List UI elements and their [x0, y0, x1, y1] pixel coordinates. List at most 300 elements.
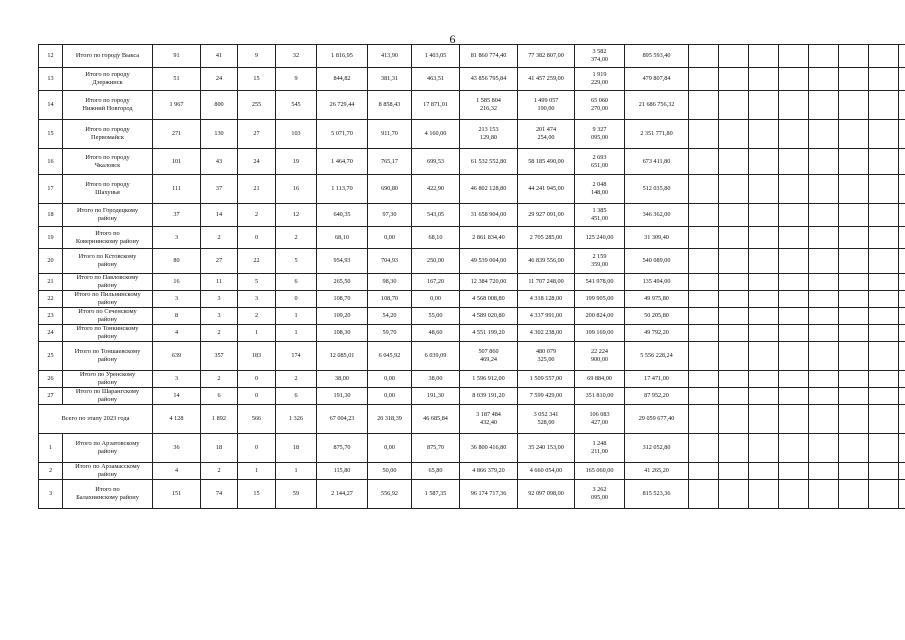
cell-c11: 5 556 228,24: [625, 342, 689, 371]
empty-cell: [749, 68, 779, 91]
cell-c5: 1 816,95: [317, 45, 368, 68]
cell-c4: 59: [276, 480, 317, 509]
empty-cell: [719, 291, 749, 308]
empty-cell: [719, 308, 749, 325]
cell-c10: 541 978,00: [575, 274, 625, 291]
cell-c2: 2: [201, 463, 238, 480]
empty-cell: [719, 175, 749, 204]
empty-cell: [899, 463, 905, 480]
row-number: 12: [39, 45, 63, 68]
cell-c6: 911,70: [368, 120, 412, 149]
empty-cell: [689, 227, 719, 249]
row-name: Итого по городу Чкаловск: [63, 149, 153, 175]
cell-c6: 704,93: [368, 249, 412, 274]
cell-c11: 512 035,80: [625, 175, 689, 204]
cell-c3: 15: [238, 68, 276, 91]
empty-cell: [749, 91, 779, 120]
cell-c4: 1: [276, 308, 317, 325]
cell-c5: 954,93: [317, 249, 368, 274]
cell-c10: 1 248 211,00: [575, 434, 625, 463]
cell-c8: 81 860 774,40: [460, 45, 518, 68]
empty-cell: [689, 175, 719, 204]
row-number: 3: [39, 480, 63, 509]
cell-c8: 507 860 469,24: [460, 342, 518, 371]
empty-cell: [719, 204, 749, 227]
row-number: 27: [39, 388, 63, 405]
cell-c8: 4 568 008,80: [460, 291, 518, 308]
table-row: [39, 308, 905, 325]
cell-c6: 0,00: [368, 434, 412, 463]
cell-c3: 0: [238, 434, 276, 463]
row-number: 25: [39, 342, 63, 371]
cell-c9: 41 457 259,00: [518, 68, 575, 91]
cell-c4: 103: [276, 120, 317, 149]
row-number: 21: [39, 274, 63, 291]
cell-c9: 4 660 054,00: [518, 463, 575, 480]
cell-c6: 59,70: [368, 325, 412, 342]
empty-cell: [899, 325, 905, 342]
empty-cell: [689, 204, 719, 227]
cell-c7: 875,70: [412, 434, 460, 463]
cell-c3: 566: [238, 405, 276, 434]
empty-cell: [809, 227, 839, 249]
cell-c7: 65,80: [412, 463, 460, 480]
empty-cell: [809, 68, 839, 91]
cell-c8: 4 866 379,20: [460, 463, 518, 480]
cell-c1: 3: [153, 227, 201, 249]
row-name: Итого по Арзатовскому району: [63, 434, 153, 463]
cell-c7: 422,90: [412, 175, 460, 204]
cell-c5: 115,80: [317, 463, 368, 480]
empty-cell: [899, 274, 905, 291]
empty-cell: [779, 463, 809, 480]
cell-c11: 135 494,00: [625, 274, 689, 291]
empty-cell: [839, 434, 869, 463]
cell-c3: 0: [238, 388, 276, 405]
empty-cell: [899, 68, 905, 91]
cell-c8: 1 596 912,00: [460, 371, 518, 388]
cell-c10: 125 240,00: [575, 227, 625, 249]
empty-cell: [749, 175, 779, 204]
empty-cell: [869, 463, 899, 480]
cell-c7: 55,00: [412, 308, 460, 325]
empty-cell: [839, 227, 869, 249]
empty-cell: [749, 342, 779, 371]
empty-cell: [689, 463, 719, 480]
empty-cell: [779, 175, 809, 204]
cell-c1: 14: [153, 388, 201, 405]
cell-c6: 20 318,39: [368, 405, 412, 434]
empty-cell: [719, 342, 749, 371]
empty-cell: [869, 388, 899, 405]
row-name: Итого по Тоншаевскому району: [63, 342, 153, 371]
empty-cell: [719, 91, 749, 120]
cell-c4: 16: [276, 175, 317, 204]
empty-cell: [899, 227, 905, 249]
cell-c1: 51: [153, 68, 201, 91]
empty-cell: [809, 204, 839, 227]
empty-cell: [749, 405, 779, 434]
empty-cell: [899, 149, 905, 175]
empty-cell: [809, 463, 839, 480]
row-name: Итого по Балахнинскому району: [63, 480, 153, 509]
cell-c7: 250,00: [412, 249, 460, 274]
row-name: Итого по городу Первомайск: [63, 120, 153, 149]
row-number: 15: [39, 120, 63, 149]
empty-cell: [869, 204, 899, 227]
empty-cell: [719, 45, 749, 68]
empty-cell: [689, 480, 719, 509]
cell-c9: 11 707 248,00: [518, 274, 575, 291]
empty-cell: [869, 480, 899, 509]
cell-c3: 9: [238, 45, 276, 68]
cell-c2: 6: [201, 388, 238, 405]
cell-c8: 213 153 129,80: [460, 120, 518, 149]
cell-c6: 413,90: [368, 45, 412, 68]
empty-cell: [719, 388, 749, 405]
empty-cell: [689, 434, 719, 463]
row-name: Всего по этапу 2023 года: [39, 405, 153, 434]
cell-c8: 46 802 128,80: [460, 175, 518, 204]
empty-cell: [719, 405, 749, 434]
cell-c11: 312 052,80: [625, 434, 689, 463]
cell-c2: 2: [201, 325, 238, 342]
empty-cell: [809, 371, 839, 388]
empty-cell: [749, 249, 779, 274]
cell-c3: 255: [238, 91, 276, 120]
cell-c5: 26 729,44: [317, 91, 368, 120]
empty-cell: [899, 342, 905, 371]
cell-c3: 3: [238, 291, 276, 308]
cell-c7: 38,00: [412, 371, 460, 388]
cell-c7: 48,60: [412, 325, 460, 342]
empty-cell: [749, 274, 779, 291]
row-number: 17: [39, 175, 63, 204]
empty-cell: [839, 249, 869, 274]
cell-c6: 690,80: [368, 175, 412, 204]
empty-cell: [749, 227, 779, 249]
cell-c9: 92 097 098,00: [518, 480, 575, 509]
cell-c2: 43: [201, 149, 238, 175]
empty-cell: [899, 291, 905, 308]
row-name: Итого по городу Выкса: [63, 45, 153, 68]
empty-cell: [899, 388, 905, 405]
empty-cell: [689, 371, 719, 388]
empty-cell: [779, 120, 809, 149]
cell-c1: 36: [153, 434, 201, 463]
empty-cell: [719, 371, 749, 388]
empty-cell: [749, 325, 779, 342]
empty-cell: [749, 388, 779, 405]
row-number: 23: [39, 308, 63, 325]
cell-c4: 1: [276, 325, 317, 342]
cell-c8: 43 856 795,84: [460, 68, 518, 91]
cell-c5: 1 113,70: [317, 175, 368, 204]
cell-c4: 1: [276, 463, 317, 480]
cell-c8: 1 585 804 216,32: [460, 91, 518, 120]
cell-c6: 54,20: [368, 308, 412, 325]
empty-cell: [749, 45, 779, 68]
empty-cell: [869, 68, 899, 91]
empty-cell: [689, 388, 719, 405]
empty-cell: [779, 149, 809, 175]
cell-c9: 2 705 285,00: [518, 227, 575, 249]
cell-c10: 3 262 095,00: [575, 480, 625, 509]
cell-c9: 44 241 945,00: [518, 175, 575, 204]
empty-cell: [779, 325, 809, 342]
cell-c10: 22 224 900,00: [575, 342, 625, 371]
empty-cell: [869, 325, 899, 342]
empty-cell: [869, 45, 899, 68]
cell-c2: 3: [201, 291, 238, 308]
empty-cell: [719, 149, 749, 175]
cell-c10: 351 810,00: [575, 388, 625, 405]
cell-c9: 1 509 557,00: [518, 371, 575, 388]
empty-cell: [719, 434, 749, 463]
empty-cell: [779, 371, 809, 388]
table-row: [39, 480, 905, 509]
cell-c10: 200 824,00: [575, 308, 625, 325]
cell-c10: 1 919 229,00: [575, 68, 625, 91]
cell-c4: 9: [276, 68, 317, 91]
cell-c11: 895 593,40: [625, 45, 689, 68]
empty-cell: [689, 342, 719, 371]
empty-cell: [749, 480, 779, 509]
empty-cell: [749, 463, 779, 480]
cell-c5: 67 004,23: [317, 405, 368, 434]
cell-c5: 68,10: [317, 227, 368, 249]
table-row: [39, 204, 905, 227]
empty-cell: [689, 308, 719, 325]
empty-cell: [719, 480, 749, 509]
empty-cell: [809, 249, 839, 274]
cell-c4: 174: [276, 342, 317, 371]
cell-c2: 41: [201, 45, 238, 68]
table-row: [39, 371, 905, 388]
empty-cell: [899, 91, 905, 120]
cell-c3: 1: [238, 463, 276, 480]
cell-c1: 80: [153, 249, 201, 274]
empty-cell: [779, 342, 809, 371]
empty-cell: [839, 45, 869, 68]
empty-cell: [719, 274, 749, 291]
cell-c1: 639: [153, 342, 201, 371]
cell-c9: 1 499 057 190,00: [518, 91, 575, 120]
cell-c2: 3: [201, 308, 238, 325]
empty-cell: [899, 405, 905, 434]
cell-c9: 77 382 807,00: [518, 45, 575, 68]
table-row: [39, 227, 905, 249]
empty-cell: [779, 480, 809, 509]
empty-cell: [839, 291, 869, 308]
cell-c2: 11: [201, 274, 238, 291]
cell-c3: 27: [238, 120, 276, 149]
row-name: Итого по городу Дзержинск: [63, 68, 153, 91]
empty-cell: [809, 274, 839, 291]
row-number: 20: [39, 249, 63, 274]
cell-c3: 2: [238, 204, 276, 227]
empty-cell: [899, 480, 905, 509]
cell-c6: 6 045,92: [368, 342, 412, 371]
cell-c4: 6: [276, 274, 317, 291]
cell-c7: 191,30: [412, 388, 460, 405]
empty-cell: [899, 434, 905, 463]
empty-cell: [899, 45, 905, 68]
empty-cell: [869, 91, 899, 120]
cell-c1: 271: [153, 120, 201, 149]
cell-c6: 0,00: [368, 388, 412, 405]
cell-c10: 1 385 451,00: [575, 204, 625, 227]
cell-c7: 6 039,09: [412, 342, 460, 371]
empty-cell: [869, 434, 899, 463]
empty-cell: [749, 371, 779, 388]
cell-c3: 1: [238, 325, 276, 342]
cell-c7: 1 587,35: [412, 480, 460, 509]
cell-c7: 0,00: [412, 291, 460, 308]
cell-c1: 101: [153, 149, 201, 175]
table-row: [39, 325, 905, 342]
cell-c5: 1 464,70: [317, 149, 368, 175]
cell-c1: 91: [153, 45, 201, 68]
empty-cell: [719, 249, 749, 274]
cell-c8: 8 039 191,20: [460, 388, 518, 405]
cell-c11: 31 309,40: [625, 227, 689, 249]
empty-cell: [689, 149, 719, 175]
empty-cell: [869, 308, 899, 325]
empty-cell: [809, 325, 839, 342]
table-row: [39, 405, 905, 434]
cell-c9: 4 302 238,00: [518, 325, 575, 342]
table-row: [39, 274, 905, 291]
empty-cell: [869, 274, 899, 291]
cell-c11: 49 792,20: [625, 325, 689, 342]
cell-c5: 640,35: [317, 204, 368, 227]
cell-c1: 1 967: [153, 91, 201, 120]
empty-cell: [809, 149, 839, 175]
cell-c4: 32: [276, 45, 317, 68]
empty-cell: [809, 120, 839, 149]
empty-cell: [899, 308, 905, 325]
empty-cell: [689, 120, 719, 149]
empty-cell: [779, 45, 809, 68]
empty-cell: [839, 120, 869, 149]
empty-cell: [689, 291, 719, 308]
cell-c2: 130: [201, 120, 238, 149]
cell-c2: 1 892: [201, 405, 238, 434]
cell-c1: 4: [153, 463, 201, 480]
empty-cell: [839, 463, 869, 480]
empty-cell: [719, 325, 749, 342]
empty-cell: [839, 204, 869, 227]
row-name: Итого по городу Нижний Новгород: [63, 91, 153, 120]
cell-c9: 4 318 128,00: [518, 291, 575, 308]
empty-cell: [839, 274, 869, 291]
cell-c2: 800: [201, 91, 238, 120]
cell-c2: 2: [201, 371, 238, 388]
cell-c8: 96 174 717,36: [460, 480, 518, 509]
cell-c6: 0,00: [368, 371, 412, 388]
empty-cell: [809, 405, 839, 434]
empty-cell: [809, 342, 839, 371]
page-number: 6: [449, 32, 456, 46]
table-row: [39, 45, 905, 68]
cell-c3: 21: [238, 175, 276, 204]
empty-cell: [689, 249, 719, 274]
cell-c3: 24: [238, 149, 276, 175]
cell-c11: 29 059 677,40: [625, 405, 689, 434]
cell-c4: 2: [276, 371, 317, 388]
cell-c10: 3 582 374,00: [575, 45, 625, 68]
empty-cell: [839, 325, 869, 342]
cell-c4: 1 326: [276, 405, 317, 434]
empty-cell: [779, 308, 809, 325]
cell-c11: 87 952,20: [625, 388, 689, 405]
empty-cell: [749, 204, 779, 227]
row-name: Итого по Уренскому району: [63, 371, 153, 388]
empty-cell: [719, 463, 749, 480]
row-number: 14: [39, 91, 63, 120]
cell-c10: 65 060 270,00: [575, 91, 625, 120]
cell-c5: 844,82: [317, 68, 368, 91]
cell-c9: 4 337 991,00: [518, 308, 575, 325]
table-row: [39, 249, 905, 274]
empty-cell: [779, 434, 809, 463]
empty-cell: [779, 227, 809, 249]
cell-c3: 15: [238, 480, 276, 509]
cell-c5: 108,30: [317, 325, 368, 342]
cell-c10: 69 884,00: [575, 371, 625, 388]
cell-c10: 165 060,00: [575, 463, 625, 480]
row-name: Итого по Кстовскому району: [63, 249, 153, 274]
empty-cell: [839, 308, 869, 325]
cell-c11: 50 205,80: [625, 308, 689, 325]
cell-c2: 14: [201, 204, 238, 227]
row-number: 1: [39, 434, 63, 463]
empty-cell: [779, 291, 809, 308]
empty-cell: [839, 388, 869, 405]
cell-c8: 12 384 720,00: [460, 274, 518, 291]
cell-c1: 3: [153, 371, 201, 388]
empty-cell: [809, 175, 839, 204]
table-row: [39, 291, 905, 308]
cell-c9: 46 839 556,00: [518, 249, 575, 274]
cell-c1: 37: [153, 204, 201, 227]
cell-c1: 8: [153, 308, 201, 325]
cell-c9: 480 079 325,00: [518, 342, 575, 371]
empty-cell: [809, 388, 839, 405]
empty-cell: [869, 405, 899, 434]
cell-c11: 479 807,84: [625, 68, 689, 91]
cell-c6: 50,00: [368, 463, 412, 480]
empty-cell: [869, 249, 899, 274]
row-number: 13: [39, 68, 63, 91]
empty-cell: [809, 91, 839, 120]
cell-c4: 6: [276, 388, 317, 405]
cell-c11: 2 351 771,80: [625, 120, 689, 149]
row-name: Итого по городу Шахунья: [63, 175, 153, 204]
cell-c11: 540 089,00: [625, 249, 689, 274]
cell-c5: 191,30: [317, 388, 368, 405]
cell-c7: 1 403,05: [412, 45, 460, 68]
cell-c2: 2: [201, 227, 238, 249]
cell-c9: 35 240 153,00: [518, 434, 575, 463]
cell-c7: 4 160,00: [412, 120, 460, 149]
cell-c10: 199 905,00: [575, 291, 625, 308]
empty-cell: [839, 149, 869, 175]
cell-c1: 111: [153, 175, 201, 204]
cell-c9: 3 052 341 528,00: [518, 405, 575, 434]
row-name: Итого по Сеченскому району: [63, 308, 153, 325]
